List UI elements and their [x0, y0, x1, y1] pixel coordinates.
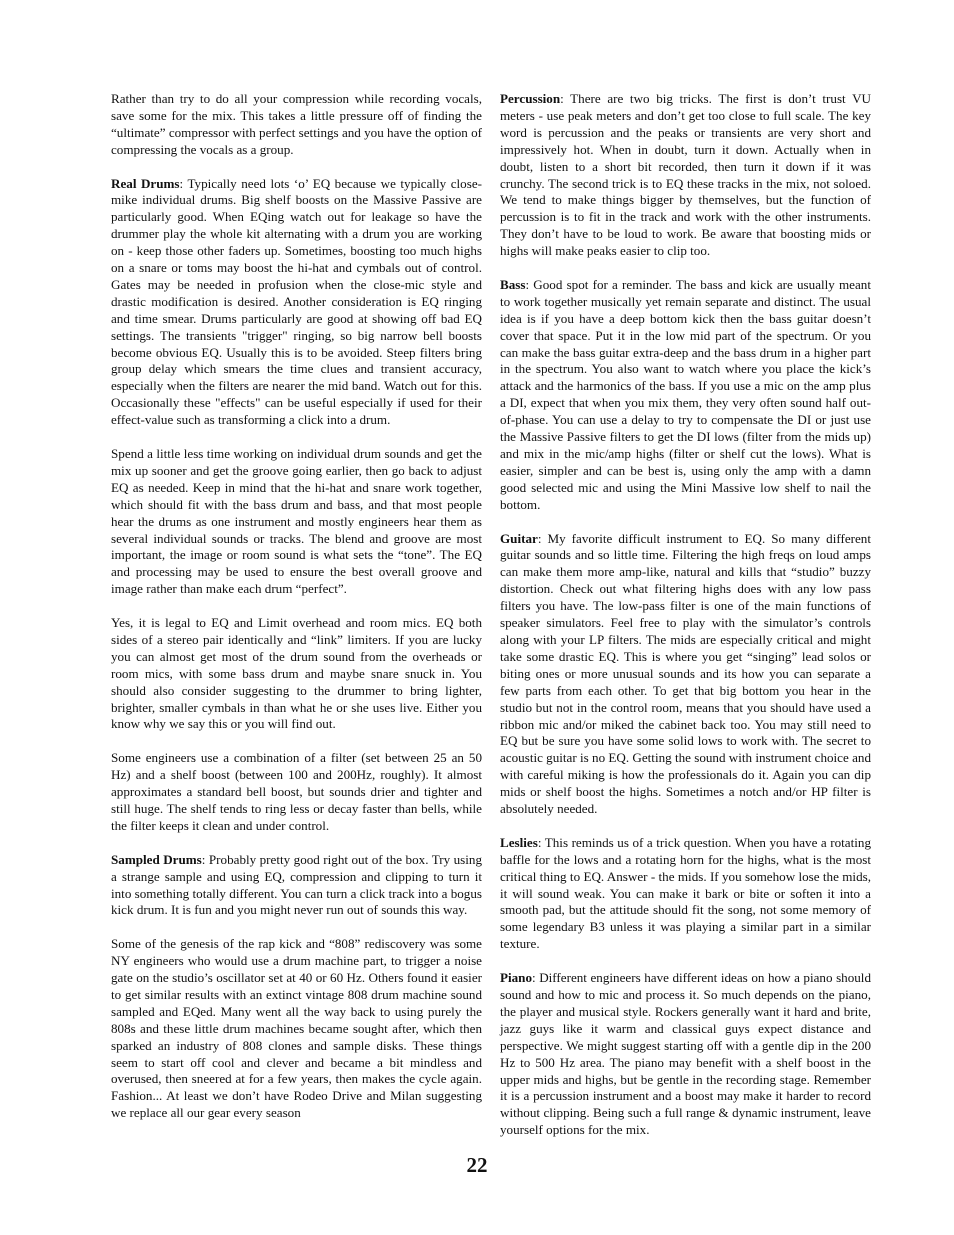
page-number: 22 — [466, 1153, 488, 1177]
paragraph — [500, 970, 871, 1139]
paragraph — [111, 936, 482, 1122]
paragraph-heading: Piano — [500, 970, 533, 986]
paragraph-text: Spend a little less time working on individual drum sounds and get the mix up sooner and get the groove going earlier, then go back to adjust EQ as needed. Keep in mind that the hi-hat and snare work together, which should fit with the bass drum and bass, and that most people hear the drums as one instrument and mostly engineers hear them as several individual sounds or tracks. The blend and groove are most important, the image or room sound is what sets the “tone”. The EQ and processing may be used to ensure the best overall groove and image rather than make each drum “perfect”. — [111, 446, 482, 597]
paragraph-heading: Bass — [500, 276, 526, 292]
paragraph-text: Some engineers use a combination of a filter (set between 25 an 50 Hz) and a shelf boost (between 100 and 200Hz, roughly). It almost approximates a standard bell boost, but sounds drier and tighter and still huge. The shelf tends to ring less or decay faster than bells, while the filter keeps it clean and under control. — [111, 750, 482, 833]
paragraph-heading: Percussion — [500, 91, 561, 106]
paragraph — [500, 91, 871, 260]
left-column — [111, 91, 482, 1122]
paragraph-text: Yes, it is legal to EQ and Limit overhead and room mics. EQ both sides of a stereo pair identically and “link” limiters. If you are lucky you can almost get most of the drum sound from the overheads or room mics, with some bass drum and maybe snare snuck in. You should also consider suggesting to the drummer to bring lighter, brighter, smaller cymbals in than what he or she uses live. Either you know why we say this or you will find out. — [111, 615, 482, 732]
paragraph-heading: Real Drums — [111, 175, 180, 191]
paragraph-heading: Guitar — [500, 530, 538, 546]
paragraph-text: : This reminds us of a trick question. When you have a rotating baffle for the lows and a rotating horn for the highs, what is the most critical thing to EQ. Answer - the mids. If you somehow lose the mids, it will sound weak. You can make it bark or bite or soften it into a smooth pad, but the attitude should fit the song, not some memory of some legendary B3 unless it was playing a similar part in a similar texture. — [500, 834, 871, 952]
paragraph-text: Some of the genesis of the rap kick and “808” rediscovery was some NY engineers who would use a drum machine part, to trigger a noise gate on the studio’s oscillator set at 40 or 60 Hz. Others found it easier to get similar results with an extinct vintage 808 drum machine sound sampled and EQed. Many went all the way back to using purely the 808s and these little drum machines became sought after, which then sparked an industry of 808 clones and sample disks. These things seem to start off cool and clever and became a bit mindless and overused, then sneered at for a few years, then makes the cycle again. Fashion... At least we don’t have Rodeo Drive and Milan suggesting we replace all our gear every season — [111, 936, 482, 1121]
paragraph-text: : Different engineers have different ideas on how a piano should sound and how to mic and process it. So much depends on the piano, the player and musical style. Rockers generally want it hard and brite, jazz guys like it warm and classical guys expect distance and perspective. We might suggest starting off with a gentle dip in the 200 Hz to 500 Hz area. The piano may benefit with a shelf boost in the upper mids and highs, but be gentle in the recording stage. Remember it is a percussion instrument and a boost may make it harder to record without clipping. Being such a full range & dynamic instrument, leave yourself options for the mix. — [500, 970, 871, 1138]
paragraph-heading: Leslies — [500, 834, 538, 850]
paragraph — [111, 615, 482, 733]
paragraph — [500, 835, 871, 953]
paragraph — [500, 531, 871, 818]
paragraph — [111, 91, 482, 159]
paragraph — [111, 446, 482, 598]
right-column — [500, 91, 871, 1139]
paragraph-text: : Typically need lots ‘o’ EQ because we typically close-mike individual drums. Big shelf boosts on the Massive Passive are particularly good. When EQing watch out for leakage so have the drummer play the whole kit alternating with a drum you are working on - keep those other faders up. Sometimes, boosting too much highs on a snare or toms may boost the hi-hat and cymbals out of control. Gates may be needed in profusion when the close-mic style and drastic modification is desired. Another consideration is EQ ringing and time smear. Drums particularly are good at showing off bad EQ settings. The transients "trigger" ringing, so big narrow bell boosts become obvious EQ. Usually this is to be avoided. Steep filters bring group delay which smears the time clues and transient accuracy, especially when the filters are nearer the mid band. Watch out for this. Occasionally these "effects" can be useful especially if used for their effect-value such as transforming a click into a drum. — [111, 175, 483, 428]
paragraph-text: : There are two big tricks. The first is don’t trust VU meters - use peak meters and don’t get too close to full scale. The key word is percussion and the peaks or transients are very short and impressively hot. When in doubt, turn it down. Actually when in doubt, listen to a short bit recorded, then turn it down if it was crunchy. The second trick is to EQ these tracks in the mix, not soloed. We tend to make things bigger by themselves, but the function of percussion is to fit in the track and work with the other instruments. They don’t have to be loud to work. Be aware that boosting mids or highs will make peaks easier to clip too. — [500, 91, 871, 259]
paragraph — [111, 852, 482, 920]
paragraph-text: : My favorite difficult instrument to EQ. So many different guitar sounds and so little time. Filtering the high freqs on loud amps can make them more amp-like, natural and kills that “studio” buzzy distortion. Check out what filtering highs does with any low pass filters you have. The low-pass filter is one of the main functions of speaker simulators. Feel free to play with the simulator’s controls along with your LP filters. The mids are especially critical and might take some drastic EQ. This is where you get “singing” lead solos or biting ones or more unusual sounds and its how you can separate a few parts from each other. To get that big bottom you hear in the studio but not in the control room, means that you should have used a ribbon mic and/or miked the cabinet back too. You may still need to EQ but be sure you have some solid lows to work with. The secret to acoustic guitar is no EQ. Getting the sound with instrument choice and with careful miking is how the professionals do it. Again you can dip mids or shelf boost the highs. Sometimes a notch and/or HP filter is absolutely needed. — [500, 530, 871, 817]
paragraph-text: : Probably pretty good right out of the box. Try using a strange sample and using EQ, compression and clipping to turn it into something totally different. You can turn a click track into a bogus kick drum. It is fun and you might never run out of sounds this way. — [111, 851, 482, 918]
paragraph — [500, 277, 871, 514]
paragraph-heading: Sampled Drums — [111, 851, 202, 867]
paragraph — [111, 176, 482, 430]
paragraph — [111, 750, 482, 835]
paragraph-text: : Good spot for a reminder. The bass and kick are usually meant to work together musically yet remain separate and distinct. The usual idea is if you have a deep bottom kick then the bass guitar doesn’t cover that space. Put it in the low mid part of the spectrum. Or you can make the bass guitar extra-deep and the bass drum in a higher part in the spectrum. You also want to watch where you place the kick’s attack and the harmonics of the bass. If you use a mic on the amp plus a DI, expect that when you mix them, they very often sound half out-of-phase. You can use a delay to try to compensate the DI or just use the Massive Passive filters to get the DI lows (filter from the mids up) and mix in the mic/amp highs (filter or shelf cut the lows). What is easier, simpler and can be best is, using only the amp with a damn good selected mic and using the Mini Massive low shelf to nail the bottom. — [500, 276, 871, 512]
paragraph-text: Rather than try to do all your compression while recording vocals, save some for the mix. This takes a little pressure off of finding the “ultimate” compressor with perfect settings and you have the option of compressing the vocals as a group. — [111, 91, 482, 157]
